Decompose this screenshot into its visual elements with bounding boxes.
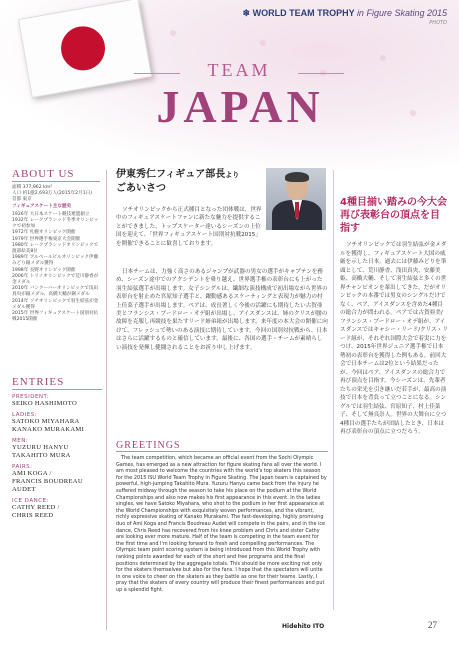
history-item: 2015年 世界フィギュアスケート国別対抗戦2015開催 [12, 311, 99, 323]
column-divider [333, 170, 334, 610]
feature-title: 4種目揃い踏みの今大会 再び表彰台の頂点を目指す [340, 197, 447, 234]
history-list [12, 212, 100, 324]
entry-category: LADIES: [12, 412, 38, 418]
message-section [116, 168, 328, 630]
entry-category: ICE DANCE: [12, 498, 49, 504]
country-heading: JAPAN [156, 81, 324, 132]
history-item: 1989年 アルベールビルオリンピック伊藤みどり銀メダル獲得 [12, 255, 99, 267]
entry-name: CATHY REED / [12, 504, 60, 511]
entry-name: CHRIS REED [12, 512, 54, 519]
history-item: 1972年 札幌オリンピック開催 [12, 230, 76, 236]
about-facts [12, 185, 100, 210]
snowflake-icon: ❄ [242, 8, 251, 18]
history-item: 1980年 レークプラシッドオリンピックで渡部絵美8位 [12, 242, 99, 255]
entries-heading: ENTRIES [12, 376, 102, 390]
divider [298, 73, 344, 74]
sparkle-decoration [170, 30, 176, 36]
message-title-line2: ごあいさつ [116, 183, 166, 194]
president-portrait [266, 168, 326, 230]
history-item: 1926年 大日本スケート競技連盟創立 [12, 211, 90, 217]
entry-name: TAKAHITO MURA [12, 452, 71, 459]
event-main-label: WORLD TEAM TROPHY [252, 8, 355, 18]
feature-section [340, 196, 448, 437]
entry-category: MEN: [12, 438, 29, 444]
fact-item: 面積 377,962 km² [12, 185, 53, 190]
column-divider [106, 170, 107, 630]
history-item: 2014年 ソチオリンピックで羽生結弦が金メダル獲得 [12, 298, 99, 310]
history-item: 1998年 長野オリンピック開催 [12, 267, 76, 273]
message-title-small: より [225, 171, 240, 179]
signature: Hidehito ITO [282, 623, 325, 630]
message-jp-paragraph: 日本チームは、力強く高さのあるジャンプが武器の男女の選手がキャプテンを務め、シーズン途中でのアクシデントを乗り越え、世界選手権の表彰台にも上がった羽生結弦選手が出場します。女子シングルは、繊細な演技構成で初出場ながら世界の表彰台を射止めた宮原知子選手と、躍動感あるスケーティングと表現力が魅力の村上佳菜子選手が出場します。ペアは、成長著しく今後の活躍にも期待したい古賀亜美とフランシス・ブードロー・オデ組が出場し、アイスダンスは、姉のクリスが腰の故障を克服し再競技を果たすリード姉弟組が出場します。来年度の本大会の開催に向けて、フレッシュで勢いのある演技に期待しています。今回の国別対抗戦から、日本はさらに活躍するものと確信しています。最後に、各国の選手・チームが素晴らしい演技を発揮し健闘されることをお祈り申し上げます。 [116, 269, 328, 351]
fact-item: フィギュアスケート主な歴史 [12, 203, 72, 209]
header-tagline: PHOTO [429, 20, 447, 26]
divider [134, 73, 180, 74]
fact-item: 人口 約1億2,693万人(2015年2月1日) [12, 191, 92, 197]
greetings-heading: GREETINGS [116, 440, 328, 452]
about-section [12, 168, 100, 323]
about-heading: ABOUT US [12, 168, 100, 182]
entry-name: SEIKO HASHIMOTO [12, 400, 78, 407]
entry-name: YUZURU HANYU [12, 444, 69, 451]
page-number: 27 [428, 620, 437, 630]
history-item: 1932年 レークプラシッド冬季オリンピックで初参加 [12, 218, 99, 230]
event-title [243, 8, 447, 19]
entry-name: KANAKO MURAKAMI [12, 426, 85, 433]
sparkle-decoration [260, 40, 266, 46]
history-item: 1979年 世界選手権東京大会開催 [12, 236, 81, 242]
greetings-body: The team competition, which became an official event from the Sochi Olympic Games, has emerged as a new attraction for figure skating fans all over the world. I am most pleased to welcome the countries with the world's top skaters this season for the 2015 ISU World Team Trophy in Figure Skating. The Japan team is captained by powerful, high-jumping Takahito Mura. Yuzuru Hanyu came back from the injury he suffered midway through the season to take his place on the podium at the World Championships and also now makes his first appearance in this event. In the ladies singles, we have Satoko Miyahara, who shot to the podium in her first appearance at the World Championships with exquisitely woven performances, and the vibrant, richly expressive skating of Kanako Murakami. The fast-developing, highly promising duo of Ami Koga and Francis Boudreau Audet will compete in the pairs, and in the ice dance, Chris Reed has recovered from his knee problem and Chris and sister Cathy are looking ever more mature. Half of the team is competing in the team event for the first time and I'm looking forward to fresh and compelling performances. The Olympic team point scoring system is being introduced from this World Trophy with ranking points awarded for each of the short and free programs and the final positions determined by the aggregate totals. This should be more exciting not only for the skaters themselves but also for the fans. I hope that the spectators will unite in one voice to cheer on the skaters as they battle as one for their teams. Lastly, I pray that the skaters of every country will produce their finest performances and put up a splendid fight. [116, 455, 327, 593]
entry-category: PAIRS: [12, 464, 33, 470]
message-title-line1: 伊東秀仁フィギュア部長 [116, 169, 226, 180]
sparkle-decoration [380, 55, 386, 61]
history-item: 2010年 バンクーバーオリンピックで浅田真央が銀メダル、高橋大輔が銅メダル [12, 286, 99, 298]
entries-section [12, 376, 102, 520]
entry-name: AMI KOGA / [12, 470, 52, 477]
fact-item: 首都 東京 [12, 197, 32, 203]
message-jp-paragraph: ソチオリンピックから正式種目となった団体戦は、世界中のフィギュアスケートファンに新たな魅力を提供することができました。トップスケーター達いるシーズンの上位国を迎えて、「世界フィギュアスケート国別対抗戦2015」を開催できることに歓喜しております。 [116, 207, 262, 247]
entry-name: SATOKO MIYAHARA [12, 418, 80, 425]
sparkle-decoration [410, 110, 416, 116]
feature-body: ソチオリンピックでは羽生結弦が金メダルを獲得し、フィギュアスケート大国の威厳を示した日本。過去には伊藤みどりを筆頭として、荒川静香、浅田真央、安藤美姫、高橋大輔、そして羽生結弦と多くの世界チャンピオンを輩出してきた。だがオリンピックの本番では男女のシングルだけでなく、ペア、アイスダンスを含めた4種目の総合力が問われる。ペアでは古賀亜美/フランシス・ブードロー・オデ組が、アイスダンスではキャシー・リード/クリス・リード組が、それぞれ国際大会で着実に力をつけ、2015年世界ジュニア選手権で日本勢初の表彰台を獲得した例もある。前回大会で日本チームは2位という結果だったが、今回はペア、アイスダンスの総合力で再び頂点を目指す。今シーズンは、先輩者たちの栄光を引き継いだ若手が、最高の演技で日本を背負って立つことになる。シングルでは羽生結弦、宮原知子、村上佳菜子、そして無良崇人。世界の大舞台に立つ4種目の選手たちが団結したとき、日本は再び表彰台の頂点に立つだろう。 [340, 242, 448, 435]
history-item: 2006年 トリノオリンピックで荒川静香が金メダル [12, 273, 99, 286]
event-sub-label: in Figure Skating 2015 [356, 8, 447, 18]
entry-category: PRESIDENT: [12, 394, 50, 400]
team-heading: TEAM [207, 60, 271, 80]
entry-name: FRANCIS BOUDREAU AUDET [12, 478, 83, 493]
